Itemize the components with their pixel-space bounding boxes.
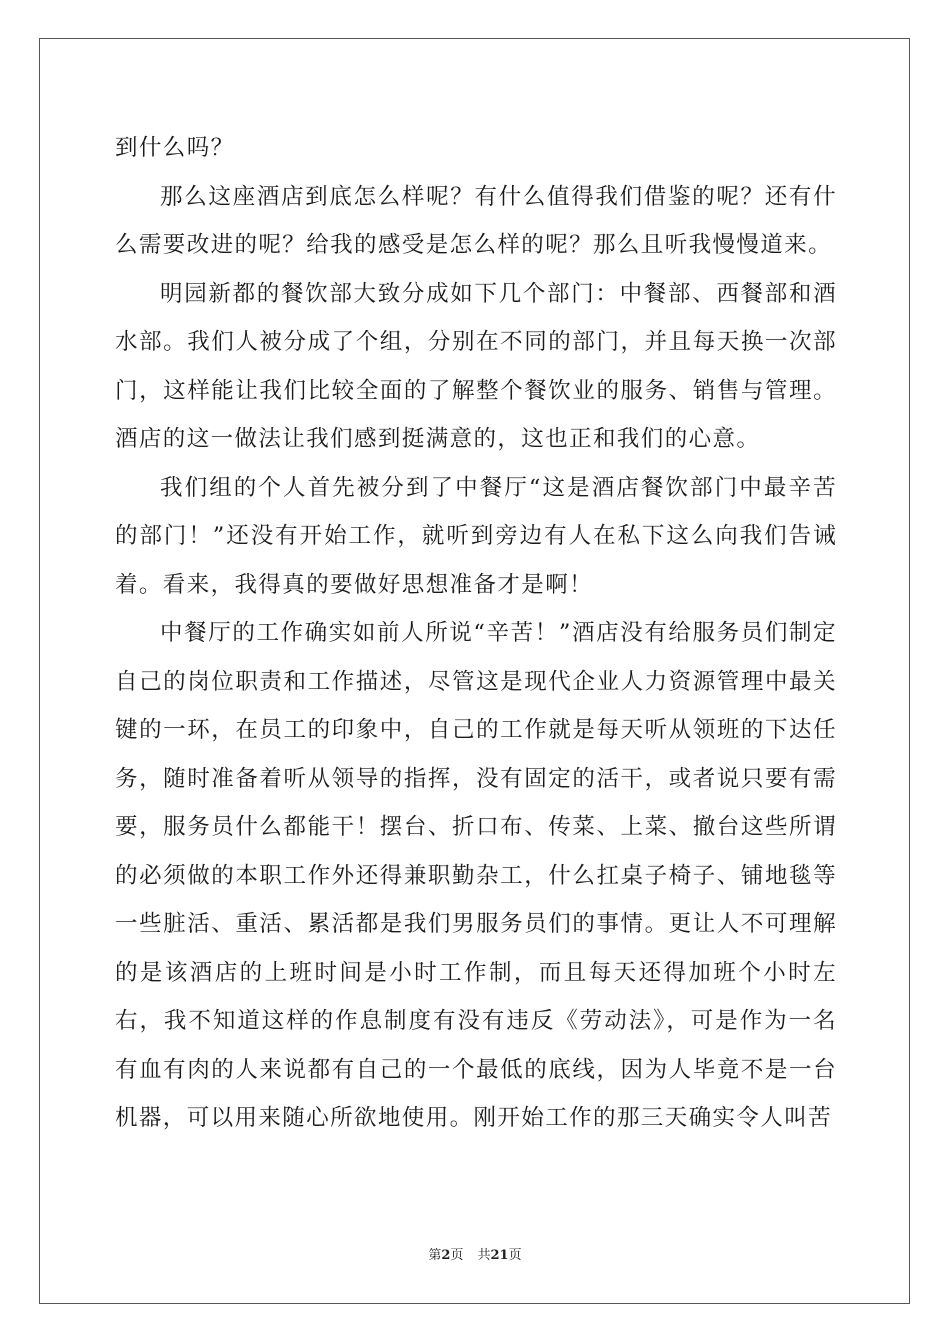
total-pages: 21 [490, 1248, 509, 1263]
total-suffix: 页 [508, 1248, 522, 1263]
paragraph-5: 中餐厅的工作确实如前人所说“辛苦！”酒店没有给服务员们制定自己的岗位职责和工作描述，尽管这是现代企业人力资源管理中最关键的一环，在员工的印象中，自己的工作就是每天听从领班的下达任务，随时准备着听从领导的指挥，没有固定的活干，或者说只要有需要，服务员什么都能干！摆台、折口布、传菜、上菜、撤台这些所谓的必须做的本职工作外还得兼职勤杂工，什么扛桌子椅子、铺地毯等一些脏活、重活、累活都是我们男服务员们的事情。更让人不可理解的是该酒店的上班时间是小时工作制，而且每天还得加班个小时左右，我不知道这样的作息制度有没有违反《劳动法》，可是作为一名有血有肉的人来说都有自己的一个最低的底线，因为人毕竟不是一台机器，可以用来随心所欲地使用。刚开始工作的那三天确实令人叫苦 [115, 620, 837, 1131]
page-footer [0, 1246, 950, 1266]
total-prefix: 共 [477, 1248, 491, 1263]
paragraph-3: 明园新都的餐饮部大致分成如下几个部门：中餐部、西餐部和酒水部。我们人被分成了个组，分别在不同的部门，并且每天换一次部门，这样能让我们比较全面的了解整个餐饮业的服务、销售与管理。酒店的这一做法让我们感到挺满意的，这也正和我们的心意。 [115, 280, 837, 452]
paragraph-1: 到什么吗？ [115, 135, 235, 161]
page-suffix: 页 [450, 1248, 464, 1263]
document-body [115, 124, 837, 1143]
page-prefix: 第 [428, 1248, 442, 1263]
paragraph-4: 我们组的个人首先被分到了中餐厅“这是酒店餐饮部门中最辛苦的部门！”还没有开始工作，就听到旁边有人在私下这么向我们告诫着。看来，我得真的要做好思想准备才是啊！ [115, 474, 837, 598]
page-number: 2 [441, 1248, 451, 1263]
paragraph-2: 那么这座酒店到底怎么样呢？有什么值得我们借鉴的呢？还有什么需要改进的呢？给我的感受是怎么样的呢？那么且听我慢慢道来。 [115, 183, 837, 258]
